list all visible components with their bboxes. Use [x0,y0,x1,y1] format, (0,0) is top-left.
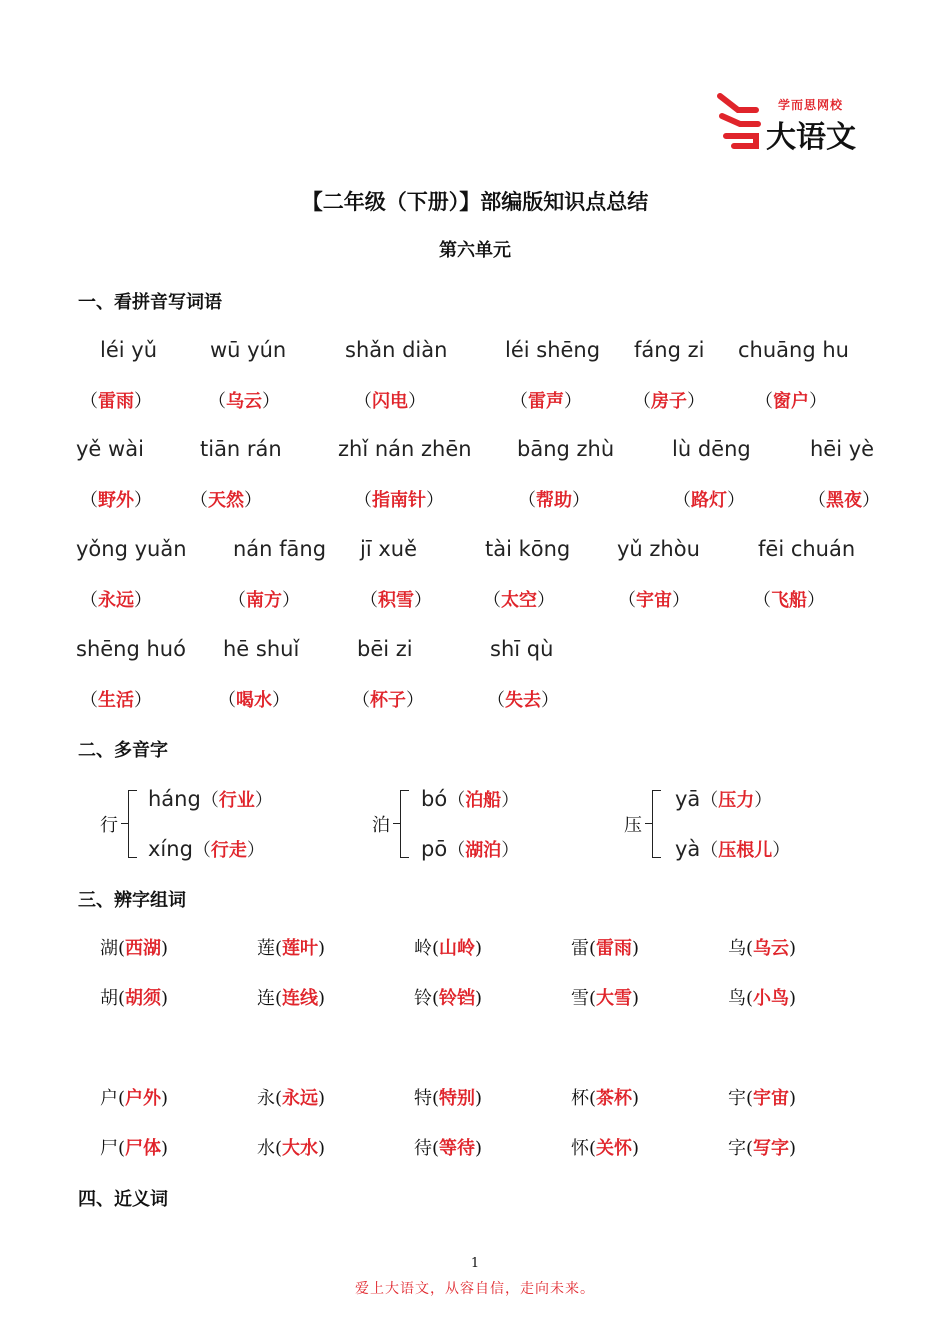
char-group-item [571,1134,639,1160]
paren-close: ) [475,938,483,959]
paren-open: （ [218,690,236,711]
pinyin-text: bāng zhù [517,437,615,461]
paren-close: ) [632,1138,640,1159]
paren-open: （ [354,391,372,412]
answer-text: 帮助 [536,490,572,511]
base-char: 户 [100,1088,118,1109]
paren-close: ) [475,1088,483,1109]
base-char: 莲 [257,938,275,959]
paren-close: ） [246,840,265,861]
base-char: 永 [257,1088,275,1109]
char-group-item [257,984,325,1010]
pinyin-text: fēi chuán [758,537,856,561]
paren-open: （ [352,690,370,711]
char-group-item [257,934,325,960]
paren-close: ) [318,1138,326,1159]
paren-close: ) [318,1088,326,1109]
char-group-item [728,934,796,960]
paren-close: ） [244,490,262,511]
paren-close: ） [754,790,773,811]
paren-close: ） [807,590,825,611]
reading-pinyin: háng [148,787,201,811]
answer-text: 永远 [98,590,134,611]
group-word: 小鸟 [753,988,790,1009]
base-char: 乌 [728,938,746,959]
polyphone-reading [675,786,772,812]
polyphone-reading [675,836,790,862]
answer-text: 乌云 [226,391,262,412]
base-char: 待 [414,1138,432,1159]
reading-word: 行走 [210,840,247,861]
paren-close: ) [161,1138,169,1159]
char-group-item [257,1084,325,1110]
paren-open: （ [80,490,98,511]
pinyin-text: zhǐ nán zhēn [338,437,472,461]
paren-open: ( [589,938,597,959]
paren-close: ) [475,988,483,1009]
group-word: 铃铛 [439,988,476,1009]
paren-open: （ [80,590,98,611]
paren-open: （ [700,840,719,861]
logo-subtitle: 学而思网校 [778,98,844,112]
group-word: 莲叶 [282,938,319,959]
char-group-item [100,934,168,960]
base-char: 特 [414,1088,432,1109]
paren-close: ) [632,938,640,959]
answer-text: 杯子 [370,690,406,711]
char-group-item [571,1084,639,1110]
pinyin-text: shēng huó [76,637,186,661]
base-char: 雷 [571,938,589,959]
paren-open: （ [228,590,246,611]
answer-text: 积雪 [378,590,414,611]
paren-close: ） [537,590,555,611]
polyphone-char: 行 [100,815,118,836]
group-word: 宇宙 [753,1088,790,1109]
paren-open: （ [80,391,98,412]
paren-close: ） [862,490,880,511]
pinyin-text: fáng zi [634,338,705,362]
char-group-item [414,934,482,960]
base-char: 宇 [728,1088,746,1109]
page-title: 【二年级（下册）】部编版知识点总结 [301,189,649,214]
answer-text: 房子 [651,391,687,412]
paren-open: （ [755,391,773,412]
reading-word: 压力 [718,790,755,811]
group-word: 连线 [282,988,319,1009]
paren-open: （ [208,391,226,412]
answer-text: 雷声 [528,391,564,412]
char-group-item [571,984,639,1010]
paren-close: ） [809,391,827,412]
paren-close: ） [408,391,426,412]
answer-word [483,586,555,612]
answer-word [352,686,424,712]
pinyin-text: lù dēng [672,437,751,461]
brand-logo [716,92,866,155]
base-char: 雪 [571,988,589,1009]
reading-word: 压根儿 [718,840,773,861]
paren-close: ） [772,840,791,861]
paren-open: ( [118,1088,126,1109]
paren-open: （ [80,690,98,711]
answer-word [354,486,444,512]
answer-word [190,486,262,512]
paren-open: （ [510,391,528,412]
pinyin-text: tiān rán [200,437,282,461]
paren-close: ） [406,690,424,711]
brace-tick [393,823,401,824]
reading-word: 泊船 [465,790,502,811]
answer-word [80,586,152,612]
answer-word [80,686,152,712]
char-group-item [100,984,168,1010]
paren-close: ） [426,490,444,511]
paren-open: ( [275,988,283,1009]
pinyin-text: yǒng yuǎn [76,537,187,561]
pinyin-text: nán fāng [233,537,327,561]
answer-text: 失去 [505,690,541,711]
pinyin-text: chuāng hu [738,338,849,362]
reading-pinyin: pō [421,837,448,861]
paren-close: ) [789,1138,797,1159]
base-char: 铃 [414,988,432,1009]
char-group-item [728,1084,796,1110]
section-heading-char-groups: 三、辨字组词 [78,890,186,911]
reading-pinyin: xíng [148,837,193,861]
brace-icon [400,790,409,858]
group-word: 等待 [439,1138,476,1159]
paren-open: （ [192,840,211,861]
group-word: 山岭 [439,938,476,959]
answer-word [518,486,590,512]
brace-icon [128,790,137,858]
paren-close: ） [541,690,559,711]
brace-tick [121,823,129,824]
answer-word [228,586,300,612]
reading-pinyin: bó [421,787,448,811]
paren-open: （ [633,391,651,412]
pinyin-text: wū yún [210,338,287,362]
paren-open: ( [589,1088,597,1109]
paren-open: （ [618,590,636,611]
answer-text: 指南针 [372,490,426,511]
paren-open: （ [673,490,691,511]
pinyin-text: yǔ zhòu [617,537,700,561]
polyphone-reading [148,786,273,812]
paren-open: ( [746,938,754,959]
paren-open: （ [753,590,771,611]
paren-close: ） [501,840,520,861]
pinyin-text: jī xuě [360,537,418,561]
group-word: 胡须 [125,988,162,1009]
reading-word: 湖泊 [465,840,502,861]
base-char: 杯 [571,1088,589,1109]
paren-open: ( [275,1088,283,1109]
paren-open: （ [354,490,372,511]
answer-text: 黑夜 [826,490,862,511]
paren-open: （ [808,490,826,511]
char-group-item [100,1134,168,1160]
section-heading-pinyin: 一、看拼音写词语 [78,292,222,313]
pinyin-text: léi yǔ [100,338,158,362]
answer-word [487,686,559,712]
paren-close: ） [727,490,745,511]
group-word: 永远 [282,1088,319,1109]
paren-open: ( [432,988,440,1009]
reading-pinyin: yā [675,787,701,811]
paren-open: ( [432,938,440,959]
base-char: 水 [257,1138,275,1159]
answer-word [633,387,705,413]
paren-close: ） [282,590,300,611]
paren-close: ） [501,790,520,811]
answer-word [510,387,582,413]
paren-open: ( [746,1088,754,1109]
pinyin-text: tài kōng [485,537,571,561]
paren-open: ( [118,938,126,959]
paren-open: （ [447,790,466,811]
paren-close: ) [789,988,797,1009]
paren-open: ( [432,1138,440,1159]
paren-open: ( [746,1138,754,1159]
answer-word [618,586,690,612]
paren-close: ) [161,988,169,1009]
paren-open: （ [360,590,378,611]
group-word: 关怀 [596,1138,633,1159]
paren-close: ) [475,1138,483,1159]
paren-close: ) [789,938,797,959]
paren-close: ） [262,391,280,412]
footer-slogan: 爱上大语文，从容自信，走向未来。 [355,1281,595,1297]
base-char: 湖 [100,938,118,959]
paren-close: ) [161,1088,169,1109]
paren-close: ） [687,391,705,412]
polyphone-char: 泊 [372,815,390,836]
answer-word [218,686,290,712]
paren-close: ) [632,1088,640,1109]
answer-text: 窗户 [773,391,809,412]
paren-open: ( [118,1138,126,1159]
group-word: 尸体 [125,1138,162,1159]
char-group-item [100,1084,168,1110]
section-heading-synonyms: 四、近义词 [78,1189,168,1210]
group-word: 西湖 [125,938,162,959]
pinyin-text: shǎn diàn [345,338,448,362]
unit-title: 第六单元 [439,240,511,261]
char-group-item [414,984,482,1010]
answer-text: 太空 [501,590,537,611]
paren-open: ( [746,988,754,1009]
answer-text: 南方 [246,590,282,611]
reading-pinyin: yà [675,837,701,861]
answer-text: 生活 [98,690,134,711]
paren-open: ( [589,988,597,1009]
char-group-item [571,934,639,960]
paren-close: ） [272,690,290,711]
base-char: 胡 [100,988,118,1009]
char-group-item [728,984,796,1010]
char-group-item [257,1134,325,1160]
answer-text: 路灯 [691,490,727,511]
paren-open: （ [447,840,466,861]
group-word: 大水 [282,1138,319,1159]
pinyin-text: léi shēng [505,338,601,362]
answer-word [80,486,152,512]
answer-text: 野外 [98,490,134,511]
answer-text: 喝水 [236,690,272,711]
pinyin-text: hēi yè [810,437,875,461]
paren-close: ) [789,1088,797,1109]
paren-close: ） [134,490,152,511]
pinyin-text: bēi zi [357,637,413,661]
polyphone-reading [421,786,519,812]
base-char: 岭 [414,938,432,959]
char-group-item [414,1084,482,1110]
answer-text: 闪电 [372,391,408,412]
paren-open: ( [275,1138,283,1159]
answer-text: 天然 [208,490,244,511]
paren-close: ） [414,590,432,611]
group-word: 乌云 [753,938,790,959]
answer-word [753,586,825,612]
pinyin-text: hē shuǐ [223,637,300,661]
paren-close: ） [572,490,590,511]
answer-word [755,387,827,413]
paren-close: ) [318,988,326,1009]
paren-open: （ [483,590,501,611]
group-word: 雷雨 [596,938,633,959]
brace-tick [645,823,653,824]
paren-close: ） [134,391,152,412]
char-group-item [728,1134,796,1160]
paren-close: ） [134,590,152,611]
page-number: 1 [470,1256,480,1271]
group-word: 写字 [753,1138,790,1159]
answer-text: 雷雨 [98,391,134,412]
paren-open: ( [275,938,283,959]
answer-word [673,486,745,512]
answer-text: 宇宙 [636,590,672,611]
base-char: 字 [728,1138,746,1159]
pinyin-text: yě wài [76,437,144,461]
reading-word: 行业 [218,790,255,811]
paren-close: ) [161,938,169,959]
paren-close: ） [254,790,273,811]
section-heading-polyphone: 二、多音字 [78,740,168,761]
brace-icon [652,790,661,858]
paren-open: ( [589,1138,597,1159]
answer-text: 飞船 [771,590,807,611]
polyphone-char: 压 [624,815,642,836]
paren-open: ( [432,1088,440,1109]
answer-word [208,387,280,413]
base-char: 连 [257,988,275,1009]
paren-close: ） [672,590,690,611]
polyphone-reading [148,836,265,862]
base-char: 尸 [100,1138,118,1159]
logo-title: 大语文 [766,120,856,155]
paren-close: ） [134,690,152,711]
paren-open: （ [700,790,719,811]
paren-open: （ [200,790,219,811]
paren-close: ) [632,988,640,1009]
group-word: 户外 [125,1088,162,1109]
base-char: 怀 [571,1138,589,1159]
pinyin-text: shī qù [490,637,554,661]
answer-word [808,486,880,512]
paren-close: ) [318,938,326,959]
paren-open: （ [518,490,536,511]
char-group-item [414,1134,482,1160]
group-word: 特别 [439,1088,476,1109]
base-char: 鸟 [728,988,746,1009]
paren-open: （ [190,490,208,511]
polyphone-reading [421,836,519,862]
paren-open: （ [487,690,505,711]
answer-word [360,586,432,612]
group-word: 大雪 [596,988,633,1009]
logo-mark-icon [716,92,766,150]
paren-close: ） [564,391,582,412]
paren-open: ( [118,988,126,1009]
group-word: 茶杯 [596,1088,633,1109]
answer-word [80,387,152,413]
answer-word [354,387,426,413]
